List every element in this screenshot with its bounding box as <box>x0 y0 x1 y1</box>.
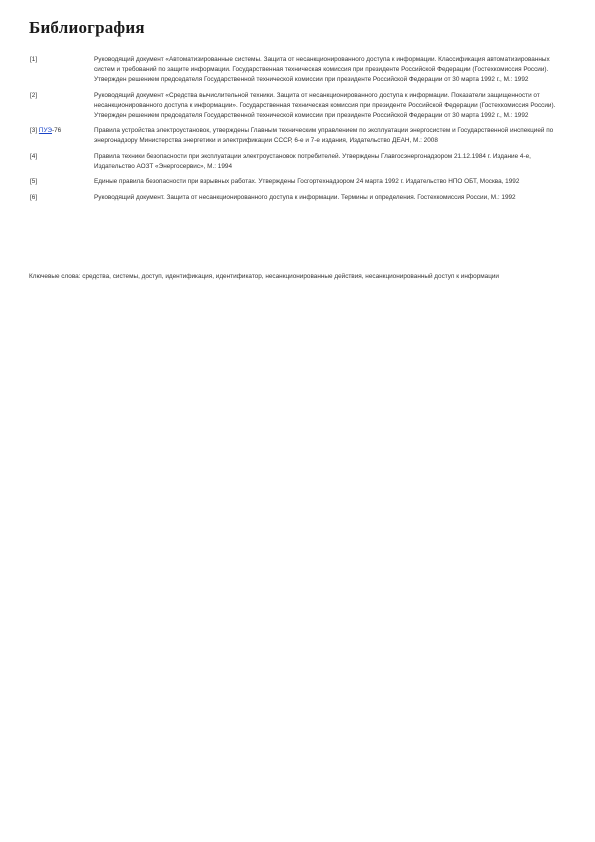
bibliography-item-2 <box>30 91 570 122</box>
page-title: Библиография <box>29 18 145 37</box>
reference-text: Правила техники безопасности при эксплуатации электроустановок потребителей. Утверждены Главгосэнергонадзором 21.12.1984 г. Издание 4-е, Издательство АОЗТ «Энергосервис», М.: 1994 <box>94 152 531 170</box>
bibliography-item-5 <box>30 177 570 188</box>
reference-text: Руководящий документ. Защита от несанкционированного доступа к информации. Термины и определения. Гостехкомиссия России, М.: 1992 <box>94 194 516 202</box>
reference-number: [1] <box>30 56 38 63</box>
reference-text: Правила устройства электроустановок, утверждены Главным техническим управлением по эксплуатации энергосистем и Государственной инспекцией по энергонадзору Министерства энергетики и электрификации СССР, 6-е и 7-е издания, Издательство ДЕАН, М.: 2008 <box>94 127 554 145</box>
bibliography-item-1 <box>30 55 570 86</box>
reference-number: [6] <box>30 194 38 202</box>
reference-text: Единые правила безопасности при взрывных работах. Утверждены Госгортехнадзором 24 марта 1992 г. Издательство НПО ОБТ, Москва, 1992 <box>94 178 520 186</box>
reference-text: Руководящий документ «Автоматизированные системы. Защита от несанкционированного доступа к информации. Классификация автоматизированных систем и требований по защите информации. Государственная техническая комиссия при президенте Российской Федерации (Гостехкомиссия России). Утвержден решением председателя Государственной технической комиссии при президенте Российской Федерации от 30 марта 1992 г., М.: 1992 <box>94 56 550 84</box>
reference-number: [4] <box>30 152 38 160</box>
reference-link-suffix: -76 <box>52 127 62 135</box>
bibliography-item-3 <box>30 126 570 146</box>
bibliography-list <box>30 55 570 209</box>
keywords-paragraph: Ключевые слова: средства, системы, доступ, идентификация, идентификатор, несанкционированные действия, несанкционированный доступ к информации <box>29 273 500 280</box>
reference-number-with-link <box>30 126 90 136</box>
reference-number: [2] <box>30 91 38 99</box>
bibliography-item-6 <box>30 193 570 204</box>
reference-text: Руководящий документ «Средства вычислительной техники. Защита от несанкционированного доступа к информации. Показатели защищенности от несанкционированного доступа к информации». Государственная техническая комиссия при президенте Российской Федерации (Гостехкомиссия России). Утвержден решением председателя Государственной технической комиссии при президенте Российской Федерации от 30 марта 1992 г., М.: 1992 <box>94 91 556 120</box>
reference-number: [5] <box>30 178 38 186</box>
pue-link[interactable]: ПУЭ <box>38 127 52 135</box>
bibliography-item-4 <box>30 152 570 172</box>
reference-number: [3] <box>30 127 38 135</box>
